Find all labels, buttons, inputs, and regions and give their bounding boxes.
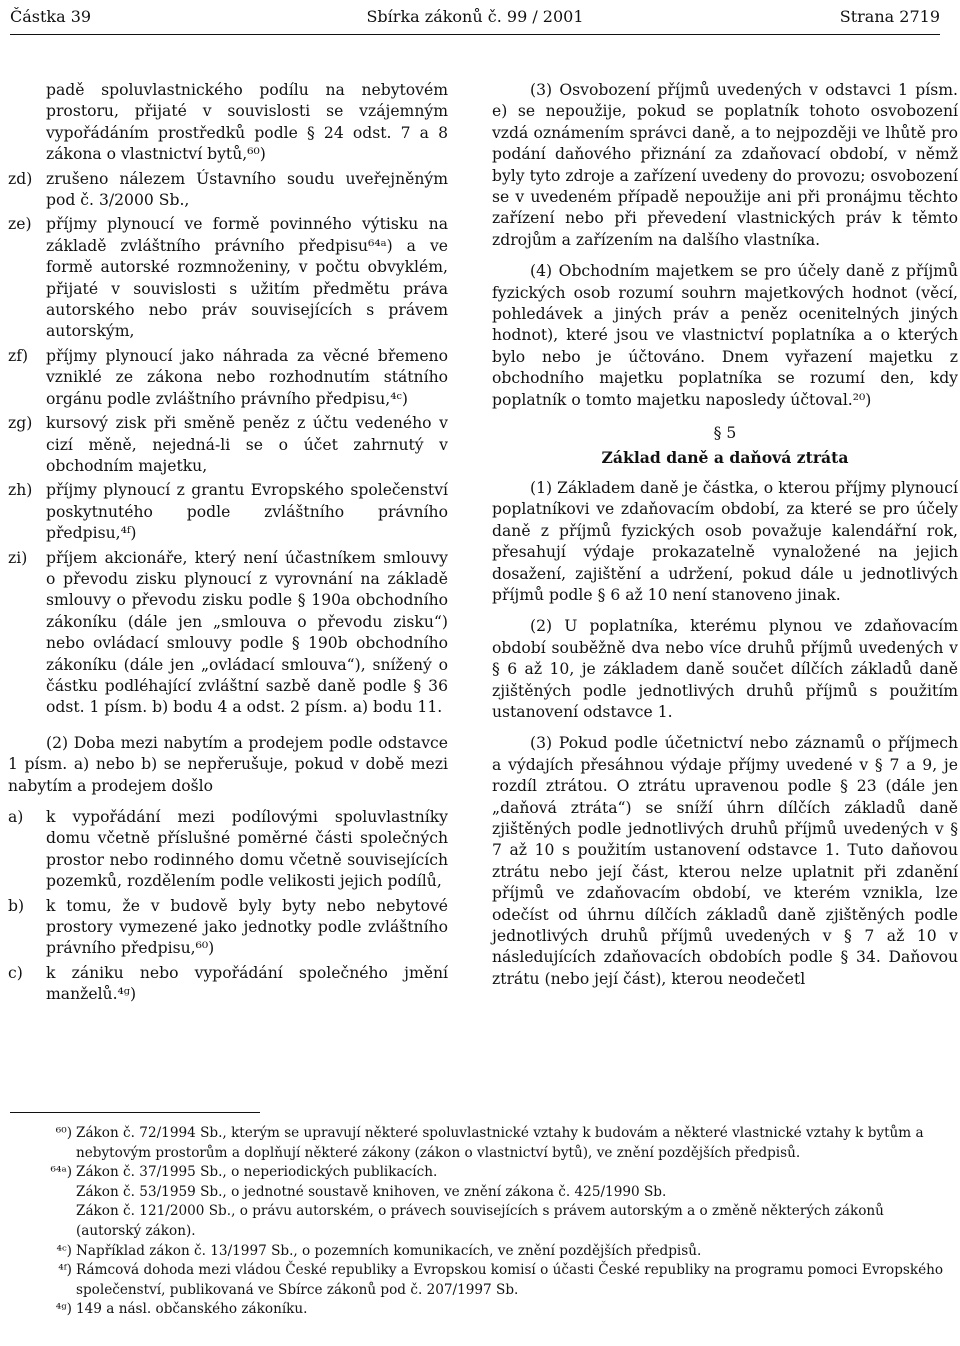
section-paragraph-1: (1) Základem daně je částka, o kterou příjmy plynoucí poplatníkovi ve zdaňovacím období, za které se pro účely daně z příjmů fyzických osob považuje kalendářní rok, přesahují výdaje prokazatelně vynaložené na jejich dosažení, zajištění a udržení, pokud dále u jednotlivých příjmů podle § 6 až 10 není stanoveno jinak. [492, 478, 958, 604]
item-text: kursový zisk při směně peněz z účtu vedeného v cizí měně, nejedná-li se o účet zahrnutý v obchodním majetku, [46, 414, 448, 475]
item-text: zrušeno nálezem Ústavního soudu uveřejněným pod č. 3/2000 Sb., [46, 169, 448, 210]
list-item [8, 548, 448, 719]
item-label: c) [8, 963, 23, 982]
list-item [8, 480, 448, 544]
page-header [10, 4, 940, 30]
item-text: příjmy plynoucí jako náhrada za věcné břemeno vzniklé ze zákona nebo rozhodnutím státního orgánu podle zvláštního právního předpisu,⁴ᶜ) [46, 346, 448, 408]
header-issue: Částka 39 [10, 7, 92, 26]
section-title: Základ daně a daňová ztráta [601, 447, 849, 467]
footnotes [10, 1124, 950, 1320]
item-continuation: padě spoluvlastnického podílu na nebytovém prostoru, přijaté v souvislosti se vzájemným vypořádáním prostředků podle § 24 odst. 7 a 8 zákona o vlastnictví bytů,⁶⁰) [46, 81, 448, 164]
item-text: k zániku nebo vypořádání společného jmění manželů.⁴ᵍ) [46, 963, 448, 1004]
paragraph-4: (4) Obchodním majetkem se pro účely daně z příjmů fyzických osob rozumí souhrn majetkových hodnot (věcí, pohledávek a jiných práv a peněz ocenitelných jiných hodnot), které jsou ve vlastnictví poplatníka a o kterých bylo nebo je účtováno. Dnem vyřazení majetku z obchodního majetku poplatníka se rozumí den, kdy poplatník o tomto majetku naposledy účtoval.²⁰) [492, 262, 958, 409]
footnote-text: Zákon č. 72/1994 Sb., kterým se upravují některé spoluvlastnické vztahy k budovám a některé vlastnické vztahy k bytům a nebytovým prostorům a doplňují některé zákony (zákon o vlastnictví bytů), ve znění pozdějších předpisů. [76, 1125, 924, 1161]
left-column [8, 80, 448, 1009]
item-label: ze) [8, 215, 32, 234]
paragraph-2: (2) Doba mezi nabytím a prodejem podle odstavce 1 písm. a) nebo b) se nepřerušuje, pokud v době mezi nabytím a prodejem došlo [8, 733, 448, 795]
item-text: k tomu, že v budově byly byty nebo nebytové prostory vymezené jako jednotky podle zvláštního právního předpisu,⁶⁰) [46, 896, 448, 958]
item-label: zf) [8, 346, 29, 365]
section-paragraph-3: (3) Pokud podle účetnictví nebo záznamů o příjmech a výdajích přesáhnou výdaje příjmy uvedené v § 7 a 9, je rozdíl ztrátou. O ztrátu upravenou podle § 23 (dále jen „daňová ztráta“) se sníží úhrn dílčích základů daně zjištěných podle jednotlivých druhů příjmů uvedených v § 7 až 10 s použitím ustanovení odstavce 1. Tuto daňovou ztrátu nebo její část, kterou nelze uplatnit při zdanění příjmů ve zdaňovacím období, ve kterém vznikla, lze odečíst od úhrnu dílčích základů daně zjištěných podle jednotlivých druhů příjmů uvedených v § 7 až 10 v následujících zdaňovacích obdobích podle § 34. Daňovou ztrátu (nebo její část), kterou neodečetl [492, 734, 958, 988]
sub-list-item [8, 896, 448, 960]
item-text: příjem akcionáře, který není účastníkem smlouvy o převodu zisku plynoucí z vyrovnání na základě smlouvy o převodu zisku podle § 190a obchodního zákoníku (dále jen „smlouva o převodu zisku“) nebo ovládací smlouvy podle § 190b obchodního zákoníku (dále jen „ovládací smlouva“), snížený o částku podléhající zvláštní sazbě daně podle § 36 odst. 1 písm. b) bodu 4 a odst. 2 písm. a) bodu 11. [46, 548, 448, 717]
item-label: zg) [8, 414, 33, 433]
footnote-text: 149 a násl. občanského zákoníku. [76, 1301, 308, 1318]
footnote-mark: ⁶⁴ᵃ) [50, 1164, 72, 1181]
footnote-text: Zákon č. 37/1995 Sb., o neperiodických publikacích. [76, 1164, 438, 1181]
paragraph-3: (3) Osvobození příjmů uvedených v odstavci 1 písm. e) se nepoužije, pokud se poplatník tohoto osvobození vzdá oznámením správci daně, a to nejpozději ve lhůtě pro podání daňového přiznání za zdaňovací období, v němž byly tyto zdroje a zařízení uvedeny do provozu; osvobození se v uvedeném případě nepoužije ani při pronájmu těchto zařízení nebo při převedení vlastnických práv k těmto zdrojům a zařízením na dalšího vlastníka. [492, 81, 958, 249]
list-item [8, 214, 448, 342]
footnote [10, 1300, 950, 1320]
right-column [492, 80, 958, 1000]
section-number: § 5 [713, 424, 737, 443]
footnote-divider [10, 1112, 260, 1113]
item-text: k vypořádání mezi podílovými spoluvlastníky domu včetně příslušné poměrné části společných prostor nebo rodinného domu včetně souvisejících pozemků, rozdělením podle velikosti jejich podílů, [46, 808, 448, 891]
header-divider [10, 34, 940, 35]
item-label: zd) [8, 169, 33, 188]
footnote-mark: ⁶⁰) [55, 1125, 72, 1141]
footnote [10, 1163, 950, 1241]
list-item [8, 346, 448, 410]
footnote-text: Zákon č. 121/2000 Sb., o právu autorském, o právech souvisejících s právem autorským a o změně některých zákonů (autorský zákon). [76, 1203, 884, 1239]
item-label: a) [8, 808, 24, 826]
sub-list-item [8, 963, 448, 1006]
footnote [10, 1242, 950, 1262]
sub-list-item [8, 807, 448, 893]
item-label: zh) [8, 481, 33, 500]
item-label: b) [8, 896, 25, 915]
footnote-text: Rámcová dohoda mezi vládou České republiky a Evropskou komisí o účasti České republiky na programu pomoci Evropského společenství, publikovaná ve Sbírce zákonů pod č. 207/1997 Sb. [76, 1262, 944, 1298]
item-text: příjmy plynoucí z grantu Evropského společenství poskytnutého podle zvláštního právního předpisu,⁴ᶠ) [46, 481, 448, 543]
list-item [8, 169, 448, 212]
header-page-number: Strana 2719 [839, 7, 940, 26]
item-text: příjmy plynoucí ve formě povinného výtisku na základě zvláštního právního předpisu⁶⁴ᵃ) a ve formě autorské rozmnoženiny, v počtu obvyklém, přijaté v souvislosti s užitím předmětu práva autorského nebo práv souvisejících s právem autorským, [46, 215, 448, 341]
footnote-text: Zákon č. 53/1959 Sb., o jednotné soustavě knihoven, ve znění zákona č. 425/1990 Sb. [76, 1183, 667, 1200]
list-item [8, 413, 448, 477]
footnote-text: Například zákon č. 13/1997 Sb., o pozemních komunikacích, ve znění pozdějších předpisů. [76, 1242, 702, 1259]
item-label: zi) [8, 548, 28, 567]
section-paragraph-2: (2) U poplatníka, kterému plynou ve zdaňovacím období souběžně dva nebo více druhů příjmů uvedených v § 6 až 10, je základem daně součet dílčích základů daně zjištěných podle jednotlivých druhů příjmů s použitím ustanovení odstavce 1. [492, 617, 958, 721]
footnote [10, 1124, 950, 1163]
footnote [10, 1261, 950, 1300]
footnote-mark: ⁴ᶜ) [56, 1242, 72, 1259]
header-collection: Sbírka zákonů č. 99 / 2001 [366, 7, 584, 26]
footnote-mark: ⁴ᵍ) [55, 1301, 72, 1318]
footnote-mark: ⁴ᶠ) [58, 1262, 72, 1279]
